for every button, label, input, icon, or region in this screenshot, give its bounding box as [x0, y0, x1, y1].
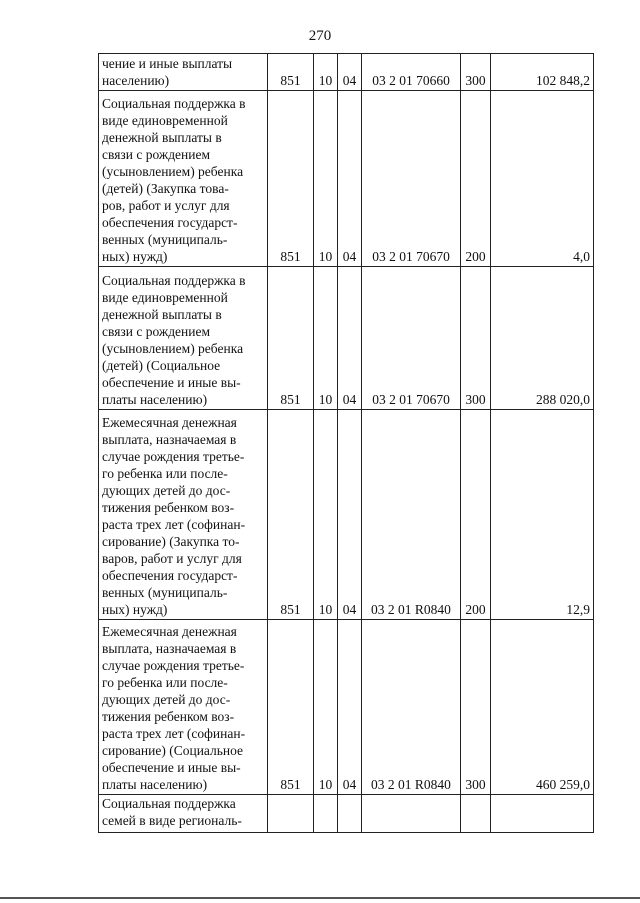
amount: 12,9 [491, 410, 594, 620]
ministry-code: 851 [268, 410, 314, 620]
target-article-code: 03 2 01 70670 [362, 91, 461, 267]
amount: 102 848,2 [491, 54, 594, 91]
ministry-code: 851 [268, 91, 314, 267]
section-code: 10 [314, 267, 338, 410]
expense-name: Социальная поддержка в виде единовременной денежной выплаты в связи с рождением (усыновлением) ребенка (детей) (Закупка това- ров, работ и услуг для обеспечения государст- венных (муниципаль- ных) нужд) [99, 91, 268, 267]
target-article-code [362, 795, 461, 833]
table-row [99, 795, 594, 833]
scan-edge-line [0, 897, 640, 899]
target-article-code: 03 2 01 70670 [362, 267, 461, 410]
amount: 4,0 [491, 91, 594, 267]
table-row [99, 91, 594, 267]
target-article-code: 03 2 01 R0840 [362, 620, 461, 795]
expense-type-code: 300 [461, 267, 491, 410]
expense-type-code: 300 [461, 54, 491, 91]
ministry-code: 851 [268, 620, 314, 795]
section-code: 10 [314, 410, 338, 620]
table-row [99, 267, 594, 410]
expense-type-code: 300 [461, 620, 491, 795]
subsection-code: 04 [338, 410, 362, 620]
expense-type-code: 200 [461, 410, 491, 620]
ministry-code [268, 795, 314, 833]
subsection-code: 04 [338, 620, 362, 795]
target-article-code: 03 2 01 70660 [362, 54, 461, 91]
target-article-code: 03 2 01 R0840 [362, 410, 461, 620]
subsection-code: 04 [338, 91, 362, 267]
section-code [314, 795, 338, 833]
expense-type-code: 200 [461, 91, 491, 267]
budget-table [98, 53, 594, 833]
ministry-code: 851 [268, 54, 314, 91]
subsection-code [338, 795, 362, 833]
expense-name: Социальная поддержка в виде единовременной денежной выплаты в связи с рождением (усыновлением) ребенка (детей) (Социальное обеспечение и иные вы- платы населению) [99, 267, 268, 410]
amount: 288 020,0 [491, 267, 594, 410]
page-number: 270 [308, 28, 332, 44]
ministry-code: 851 [268, 267, 314, 410]
expense-name: Ежемесячная денежная выплата, назначаемая в случае рождения третье- го ребенка или после- дующих детей до дос- тижения ребенком воз- раста трех лет (софинан- сирование) (Социальное обеспечение и иные вы- платы населению) [99, 620, 268, 795]
table-row [99, 620, 594, 795]
section-code: 10 [314, 54, 338, 91]
expense-name: чение и иные выплаты населению) [99, 54, 268, 91]
subsection-code: 04 [338, 54, 362, 91]
section-code: 10 [314, 620, 338, 795]
amount: 460 259,0 [491, 620, 594, 795]
table-row [99, 54, 594, 91]
subsection-code: 04 [338, 267, 362, 410]
amount [491, 795, 594, 833]
section-code: 10 [314, 91, 338, 267]
expense-name: Социальная поддержка семей в виде региональ- [99, 795, 268, 833]
expense-name: Ежемесячная денежная выплата, назначаемая в случае рождения третье- го ребенка или после- дующих детей до дос- тижения ребенком воз- раста трех лет (софинан- сирование) (Закупка то- варов, работ и услуг для обеспечения государст- венных (муниципаль- ных) нужд) [99, 410, 268, 620]
table-row [99, 410, 594, 620]
expense-type-code [461, 795, 491, 833]
